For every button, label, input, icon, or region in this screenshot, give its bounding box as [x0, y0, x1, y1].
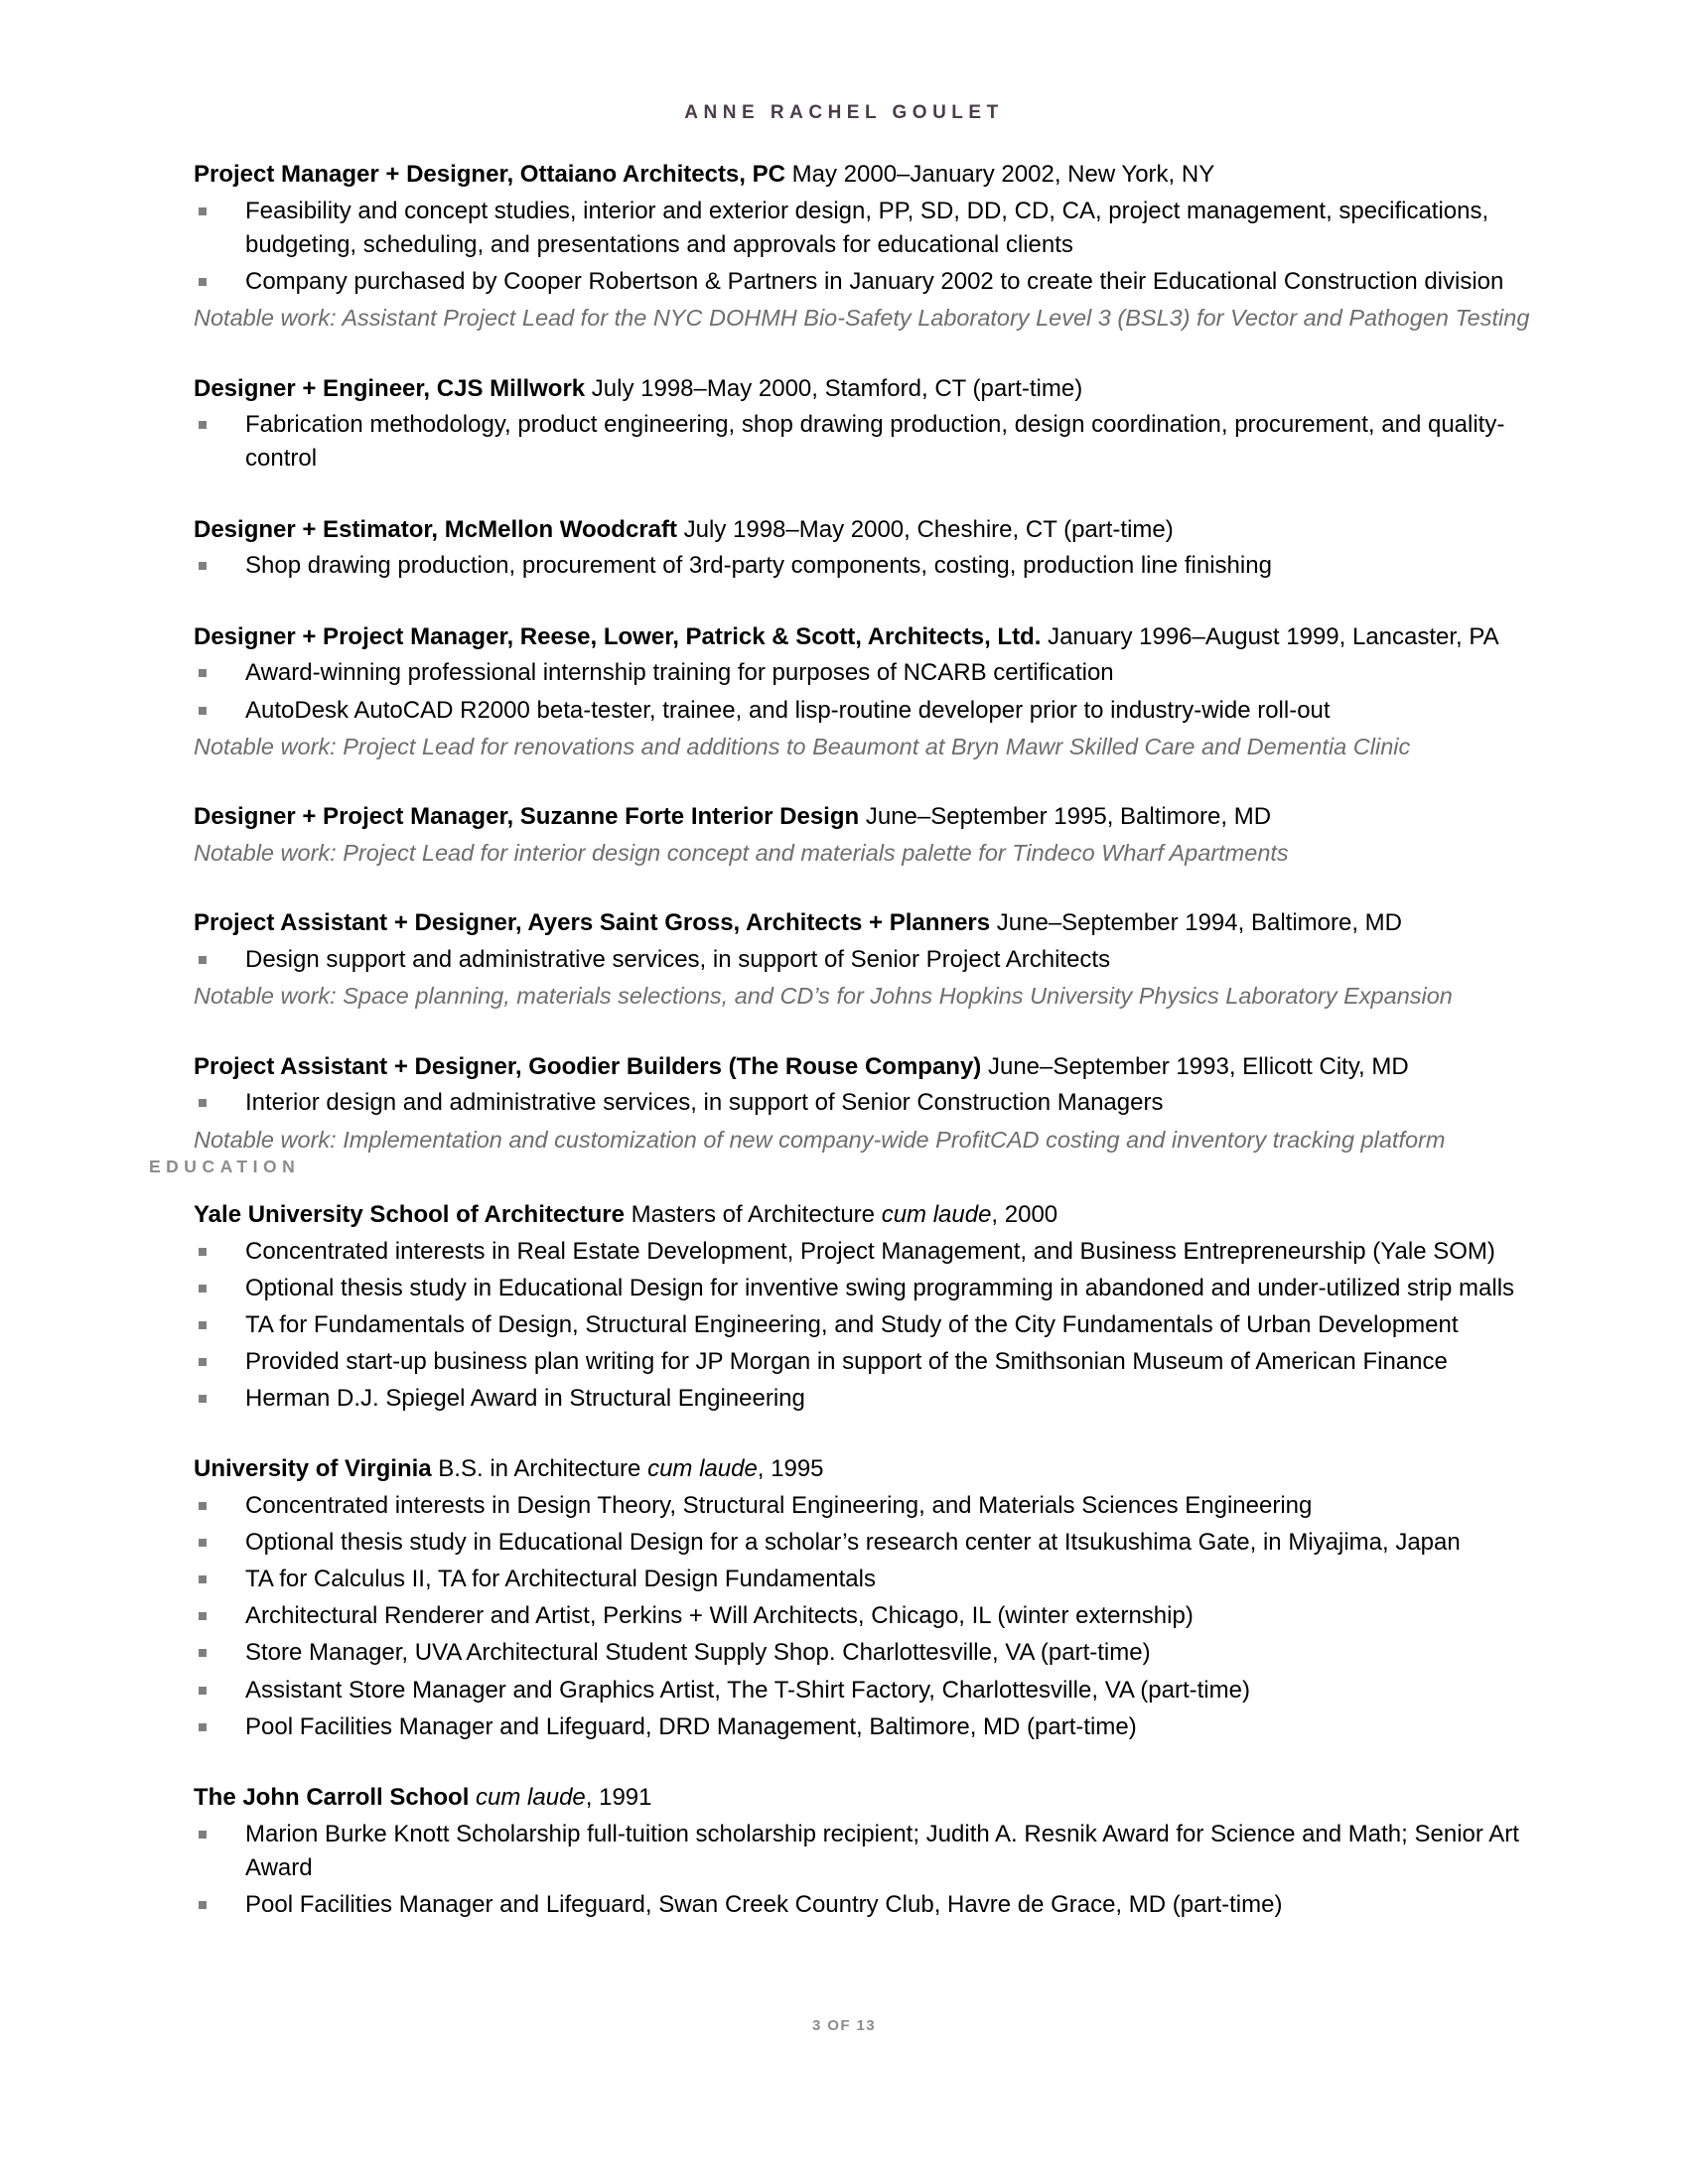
square-bullet-icon: [199, 707, 207, 715]
square-bullet-icon: [199, 956, 207, 964]
square-bullet-icon: [199, 421, 207, 429]
list-item-text: Architectural Renderer and Artist, Perkins + Will Architects, Chicago, IL (winter externship): [245, 1602, 1194, 1630]
list-item-text: Feasibility and concept studies, interior and exterior design, PP, SD, DD, CD, CA, project management, specifications, budgeting, scheduling, and presentations and approvals for educational clients: [245, 197, 1489, 258]
square-bullet-icon: [199, 1723, 207, 1731]
list-item: [194, 1563, 1559, 1596]
job-dates-and-location: June–September 1993, Ellicott City, MD: [981, 1052, 1409, 1080]
job-dates-and-location: June–September 1995, Baltimore, MD: [859, 802, 1272, 830]
experience-entry-title: [194, 514, 1559, 546]
bullet-list: [194, 195, 1559, 299]
job-dates-and-location: January 1996–August 1999, Lancaster, PA: [1041, 622, 1499, 650]
bullet-list: [194, 943, 1559, 977]
list-item: [194, 1636, 1559, 1670]
experience-entry: [149, 514, 1559, 584]
experience-entry: [149, 373, 1559, 477]
notable-work-note: Notable work: Space planning, materials selections, and CD’s for Johns Hopkins University Physics Laboratory Expansion: [194, 983, 1453, 1010]
square-bullet-icon: [199, 1358, 207, 1366]
job-title-and-employer: Designer + Project Manager, Reese, Lower, Patrick & Scott, Architects, Ltd.: [194, 622, 1042, 650]
honors-latin: cum laude: [881, 1200, 992, 1228]
list-item-text: Company purchased by Cooper Robertson & Partners in January 2002 to create their Educational Construction division: [245, 268, 1504, 296]
job-title-and-employer: Designer + Engineer, CJS Millwork: [194, 374, 586, 402]
list-item-text: TA for Calculus II, TA for Architectural Design Fundamentals: [245, 1566, 876, 1593]
job-title-and-employer: Designer + Project Manager, Suzanne Forte Interior Design: [194, 802, 860, 830]
square-bullet-icon: [199, 1649, 207, 1657]
experience-section: [149, 159, 1559, 1157]
list-item-text: Pool Facilities Manager and Lifeguard, DRD Management, Baltimore, MD (part-time): [245, 1712, 1137, 1740]
school-name: The John Carroll School: [194, 1783, 470, 1811]
experience-entry-title: [194, 907, 1559, 939]
list-item-text: Design support and administrative services, in support of Senior Project Architects: [245, 946, 1111, 974]
list-item: [194, 1526, 1559, 1560]
list-item: [194, 1674, 1559, 1707]
experience-entry-title: [194, 159, 1559, 191]
list-item-text: Pool Facilities Manager and Lifeguard, Swan Creek Country Club, Havre de Grace, MD (part-time): [245, 1890, 1283, 1918]
list-item-text: Shop drawing production, procurement of 3rd-party components, costing, production line finishing: [245, 552, 1272, 580]
list-item-text: Assistant Store Manager and Graphics Artist, The T-Shirt Factory, Charlottesville, VA (part-time): [245, 1676, 1250, 1704]
list-item: [194, 1599, 1559, 1633]
list-item-text: Interior design and administrative services, in support of Senior Construction Managers: [245, 1089, 1164, 1117]
bullet-list: [194, 408, 1559, 476]
job-dates-and-location: July 1998–May 2000, Stamford, CT (part-time): [585, 374, 1083, 402]
square-bullet-icon: [199, 1248, 207, 1256]
list-item-text: Provided start-up business plan writing for JP Morgan in support of the Smithsonian Museum of American Finance: [245, 1348, 1448, 1376]
bullet-list: [194, 1489, 1559, 1744]
degree-text: Masters of Architecture: [624, 1200, 882, 1228]
honors-latin: cum laude: [647, 1455, 758, 1483]
job-title-and-employer: Project Assistant + Designer, Goodier Builders (The Rouse Company): [194, 1052, 982, 1080]
list-item-text: Herman D.J. Spiegel Award in Structural Engineering: [245, 1385, 805, 1413]
list-item: [194, 1382, 1559, 1416]
notable-work-note: Notable work: Project Lead for renovations and additions to Beaumont at Bryn Mawr Skilled Care and Dementia Clinic: [194, 733, 1411, 759]
square-bullet-icon: [199, 1539, 207, 1547]
page-number-footer: 3 OF 13: [812, 2017, 876, 2034]
list-item-text: Fabrication methodology, product engineering, shop drawing production, design coordination, procurement, and quality-control: [245, 411, 1505, 473]
experience-entry: [149, 159, 1559, 336]
list-item: [194, 408, 1559, 476]
graduation-year: , 1991: [585, 1783, 652, 1811]
bullet-list: [194, 1235, 1559, 1416]
list-item: [194, 549, 1559, 583]
list-item: [194, 943, 1559, 977]
education-entry: [149, 1199, 1559, 1416]
square-bullet-icon: [199, 1285, 207, 1293]
square-bullet-icon: [199, 1687, 207, 1695]
square-bullet-icon: [199, 1901, 207, 1909]
graduation-year: , 2000: [991, 1200, 1058, 1228]
school-name: Yale University School of Architecture: [194, 1200, 625, 1228]
school-name: University of Virginia: [194, 1455, 432, 1483]
square-bullet-icon: [199, 207, 207, 215]
list-item: [194, 265, 1559, 299]
education-entry-title: [194, 1453, 1559, 1485]
square-bullet-icon: [199, 669, 207, 677]
square-bullet-icon: [199, 278, 207, 286]
list-item: [194, 1308, 1559, 1342]
experience-entry-title: [194, 373, 1559, 405]
square-bullet-icon: [199, 1612, 207, 1620]
job-title-and-employer: Project Manager + Designer, Ottaiano Architects, PC: [194, 161, 785, 188]
experience-entry: [149, 621, 1559, 763]
list-item: [194, 656, 1559, 690]
section-heading-education: EDUCATION: [149, 1156, 301, 1176]
bullet-list: [194, 656, 1559, 727]
graduation-year: , 1995: [757, 1455, 824, 1483]
square-bullet-icon: [199, 562, 207, 570]
square-bullet-icon: [199, 1099, 207, 1107]
job-dates-and-location: June–September 1994, Baltimore, MD: [990, 909, 1402, 937]
list-item: [194, 1272, 1559, 1305]
list-item: [194, 1489, 1559, 1523]
honors-latin: cum laude: [476, 1783, 586, 1811]
list-item-text: Award-winning professional internship training for purposes of NCARB certification: [245, 659, 1114, 687]
list-item-text: Optional thesis study in Educational Design for a scholar’s research center at Itsukushima Gate, in Miyajima, Japan: [245, 1529, 1461, 1557]
list-item-text: Optional thesis study in Educational Design for inventive swing programming in abandoned and under-utilized strip malls: [245, 1274, 1515, 1301]
list-item: [194, 694, 1559, 728]
education-entry: [149, 1782, 1559, 1922]
list-item: [194, 1345, 1559, 1379]
square-bullet-icon: [199, 1395, 207, 1403]
list-item-text: Marion Burke Knott Scholarship full-tuition scholarship recipient; Judith A. Resnik Award for Science and Math; Senior Art Award: [245, 1820, 1519, 1881]
list-item: [194, 1235, 1559, 1269]
education-section: [149, 1199, 1559, 1922]
square-bullet-icon: [199, 1575, 207, 1583]
job-title-and-employer: Project Assistant + Designer, Ayers Saint Gross, Architects + Planners: [194, 909, 991, 937]
list-item-text: AutoDesk AutoCAD R2000 beta-tester, trainee, and lisp-routine developer prior to industry-wide roll-out: [245, 696, 1331, 724]
list-item: [194, 1818, 1559, 1885]
degree-text: B.S. in Architecture: [431, 1455, 648, 1483]
square-bullet-icon: [199, 1831, 207, 1839]
experience-entry-title: [194, 1051, 1559, 1083]
experience-entry: [149, 907, 1559, 1013]
bullet-list: [194, 1818, 1559, 1922]
list-item-text: TA for Fundamentals of Design, Structural Engineering, and Study of the City Fundamentals of Urban Development: [245, 1310, 1459, 1338]
notable-work-note: Notable work: Assistant Project Lead for the NYC DOHMH Bio-Safety Laboratory Level 3 (BSL3) for Vector and Pathogen Testing: [194, 305, 1530, 332]
education-entry-title: [194, 1782, 1559, 1814]
experience-entry-title: [194, 621, 1559, 653]
bullet-list: [194, 549, 1559, 583]
experience-entry: [149, 1051, 1559, 1157]
page-title: ANNE RACHEL GOULET: [684, 102, 1004, 123]
education-entry-title: [194, 1199, 1559, 1231]
square-bullet-icon: [199, 1321, 207, 1329]
notable-work-note: Notable work: Implementation and customization of new company-wide ProfitCAD costing and inventory tracking platform: [194, 1126, 1446, 1153]
list-item: [194, 195, 1559, 262]
square-bullet-icon: [199, 1502, 207, 1510]
job-title-and-employer: Designer + Estimator, McMellon Woodcraft: [194, 515, 677, 543]
experience-entry-title: [194, 801, 1559, 833]
list-item-text: Concentrated interests in Real Estate Development, Project Management, and Business Entrepreneurship (Yale SOM): [245, 1237, 1495, 1265]
job-dates-and-location: July 1998–May 2000, Cheshire, CT (part-time): [676, 515, 1174, 543]
list-item-text: Concentrated interests in Design Theory, Structural Engineering, and Materials Sciences Engineering: [245, 1492, 1313, 1520]
experience-entry: [149, 801, 1559, 870]
list-item-text: Store Manager, UVA Architectural Student Supply Shop. Charlottesville, VA (part-time): [245, 1639, 1151, 1667]
list-item: [194, 1710, 1559, 1744]
education-entry: [149, 1453, 1559, 1743]
bullet-list: [194, 1086, 1559, 1120]
job-dates-and-location: May 2000–January 2002, New York, NY: [784, 161, 1215, 188]
list-item: [194, 1888, 1559, 1922]
resume-content: [149, 159, 1559, 1925]
list-item: [194, 1086, 1559, 1120]
notable-work-note: Notable work: Project Lead for interior design concept and materials palette for Tindeco Wharf Apartments: [194, 839, 1289, 866]
